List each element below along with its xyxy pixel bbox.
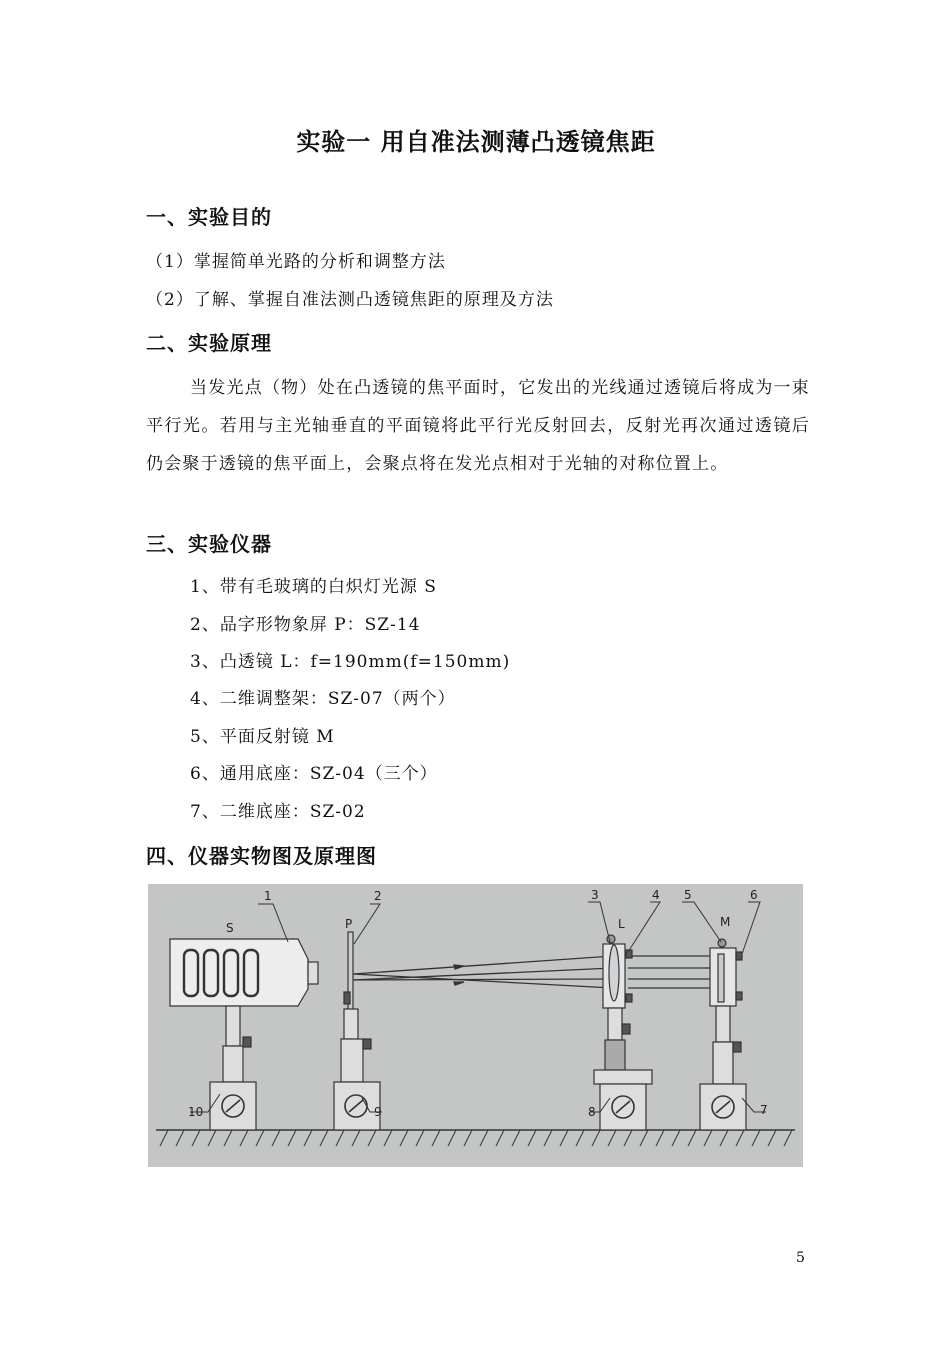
section-heading-figure: 四、仪器实物图及原理图 — [146, 844, 377, 868]
figure-letter-label: P — [345, 917, 353, 931]
section-heading-apparatus: 三、实验仪器 — [146, 532, 272, 556]
light-rays — [353, 956, 718, 988]
page-number: 5 — [796, 1250, 805, 1266]
objective-item: （1）掌握简单光路的分析和调整方法 — [146, 252, 446, 272]
figure-number-label: 10 — [188, 1105, 204, 1119]
page-title: 实验一 用自准法测薄凸透镜焦距 — [296, 128, 656, 156]
figure-number-label: 9 — [374, 1105, 382, 1119]
section-heading-objectives: 一、实验目的 — [146, 205, 272, 229]
light-source — [170, 939, 318, 1006]
apparatus-item: 4、二维调整架：SZ-07（两个） — [190, 689, 456, 709]
figure-letter-label: L — [618, 917, 625, 931]
figure-number-label: 4 — [652, 888, 660, 902]
objective-item: （2）了解、掌握自准法测凸透镜焦距的原理及方法 — [146, 290, 554, 310]
convex-lens — [603, 935, 632, 1008]
figure-number-label: 6 — [750, 888, 758, 902]
section-heading-principle: 二、实验原理 — [146, 331, 272, 355]
figure-number-label: 1 — [264, 889, 272, 903]
figure-number-label: 7 — [760, 1103, 768, 1117]
figure-number-label: 3 — [591, 888, 599, 902]
leader-lines — [190, 902, 766, 1112]
figure-letter-label: S — [226, 921, 234, 935]
figure-letter-label: M — [720, 915, 731, 929]
apparatus-item: 5、平面反射镜 M — [190, 727, 335, 747]
apparatus-item: 1、带有毛玻璃的白炽灯光源 S — [190, 577, 437, 597]
apparatus-item: 6、通用底座：SZ-04（三个） — [190, 764, 438, 784]
apparatus-item: 7、二维底座：SZ-02 — [190, 802, 366, 822]
apparatus-item: 2、品字形物象屏 P：SZ-14 — [190, 615, 421, 635]
apparatus-item: 3、凸透镜 L：f=190mm(f=150mm) — [190, 652, 511, 672]
stand — [700, 1006, 746, 1130]
apparatus-diagram — [148, 884, 803, 1167]
principle-paragraph: 当发光点（物）处在凸透镜的焦平面时，它发出的光线通过透镜后将成为一束平行光。若用与主光轴垂直的平面镜将此平行光反射回去，反射光再次通过透镜后仍会聚于透镜的焦平面上，会聚点将在发光点相对于光轴的对称位置上。 — [146, 378, 810, 474]
figure-number-label: 5 — [684, 888, 692, 902]
ground-hatching — [160, 1130, 792, 1146]
figure-number-label: 8 — [588, 1105, 596, 1119]
figure-number-label: 2 — [374, 889, 382, 903]
stand — [210, 1006, 256, 1130]
plane-mirror — [710, 939, 742, 1006]
stand — [594, 1008, 652, 1130]
apparatus-figure — [148, 884, 803, 1167]
